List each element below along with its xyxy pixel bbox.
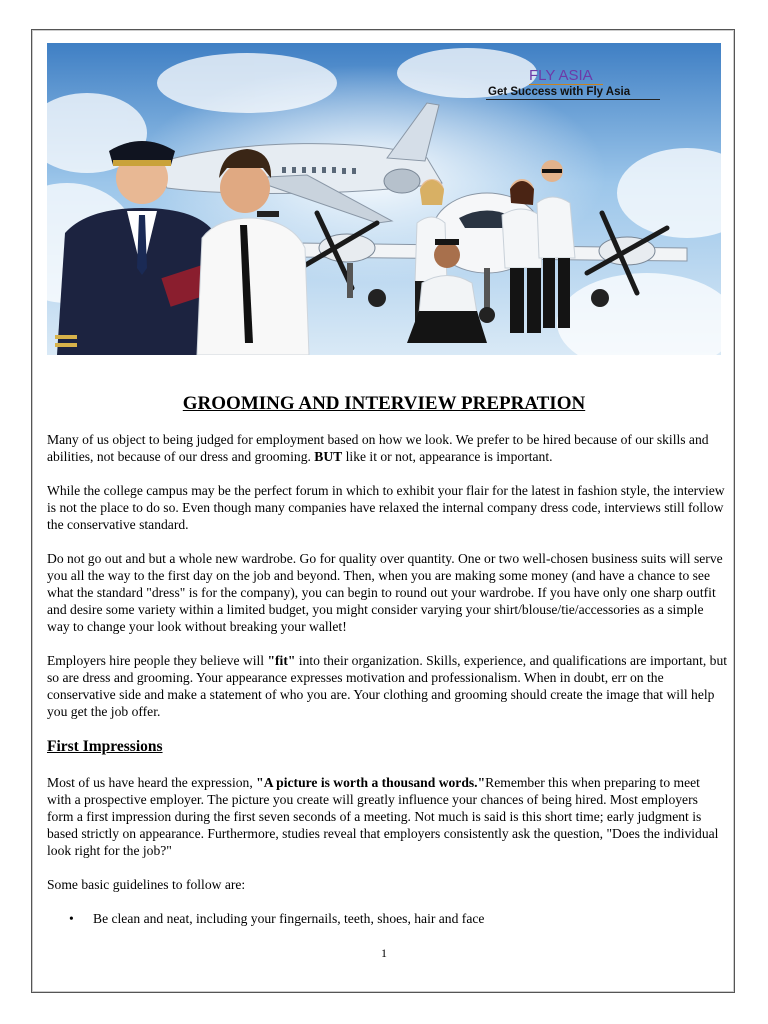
document-body	[47, 431, 727, 927]
paragraph-intro	[47, 431, 727, 465]
emphasis-quote: "A picture is worth a thousand words."	[256, 775, 486, 790]
paragraph-picture	[47, 774, 727, 859]
section-heading-first-impressions: First Impressions	[47, 738, 163, 755]
text-run: Employers hire people they believe will	[47, 653, 268, 668]
list-item: • Be clean and neat, including your fingernails, teeth, shoes, hair and face	[93, 910, 727, 927]
document-title: GROOMING AND INTERVIEW PREPRATION	[182, 393, 586, 414]
paragraph-guidelines-intro: Some basic guidelines to follow are:	[47, 877, 246, 892]
emphasis-fit: "fit"	[267, 653, 296, 668]
paragraph-fit	[47, 652, 727, 720]
text-run: Remember this when preparing to meet with a prospective employer. The picture you create will greatly influence your chances of being hired. Most employers form a first impression during the first seven seconds of a meeting. Not much is said is this short time; early judgment is based strictly on appearance. Furthermore, studies reveal that employers consistently ask the question, "Does the individual look right for the job?"	[47, 775, 719, 858]
paragraph-campus: While the college campus may be the perfect forum in which to exhibit your flair for the latest in fashion style, the interview is not the place to do so. Even though many companies have relaxed the internal company dress code, interviews still follow the conservative standard.	[47, 483, 725, 532]
emphasis-but: BUT	[314, 449, 343, 464]
text-run: like it or not, appearance is important.	[342, 449, 553, 464]
brand-block	[486, 67, 662, 100]
text-run: Many of us object to being judged for employment based on how we look. We prefer to be hired because of our skills and abilities, not because of our dress and grooming.	[47, 432, 709, 464]
text-run: Most of us have heard the expression,	[47, 775, 257, 790]
brand-name: FLY ASIA	[529, 67, 603, 85]
page-number: 1	[381, 946, 387, 960]
paragraph-wardrobe: Do not go out and but a whole new wardrobe. Go for quality over quantity. One or two well-chosen business suits will serve you all the way to the first day on the job and beyond. Then, when you are making some money (and have a chance to see what the standard "dress" is for the company), you can begin to round out your wardrobe. If you have only one sharp outfit and desire some variety within a limited budget, you might consider varying your shirt/blouse/tie/accessories as a simple way to change your look without breaking your wallet!	[47, 551, 723, 634]
text-run: into their organization. Skills, experience, and qualifications are important, but so are dress and grooming. Your appearance expresses motivation and professionalism. When in doubt, err on the conservative side and make a statement of who you are. Your clothing and grooming should create the image that will help you get the job offer.	[47, 653, 728, 719]
guidelines-list	[47, 910, 727, 927]
brand-tagline: Get Success with Fly Asia	[486, 86, 660, 100]
